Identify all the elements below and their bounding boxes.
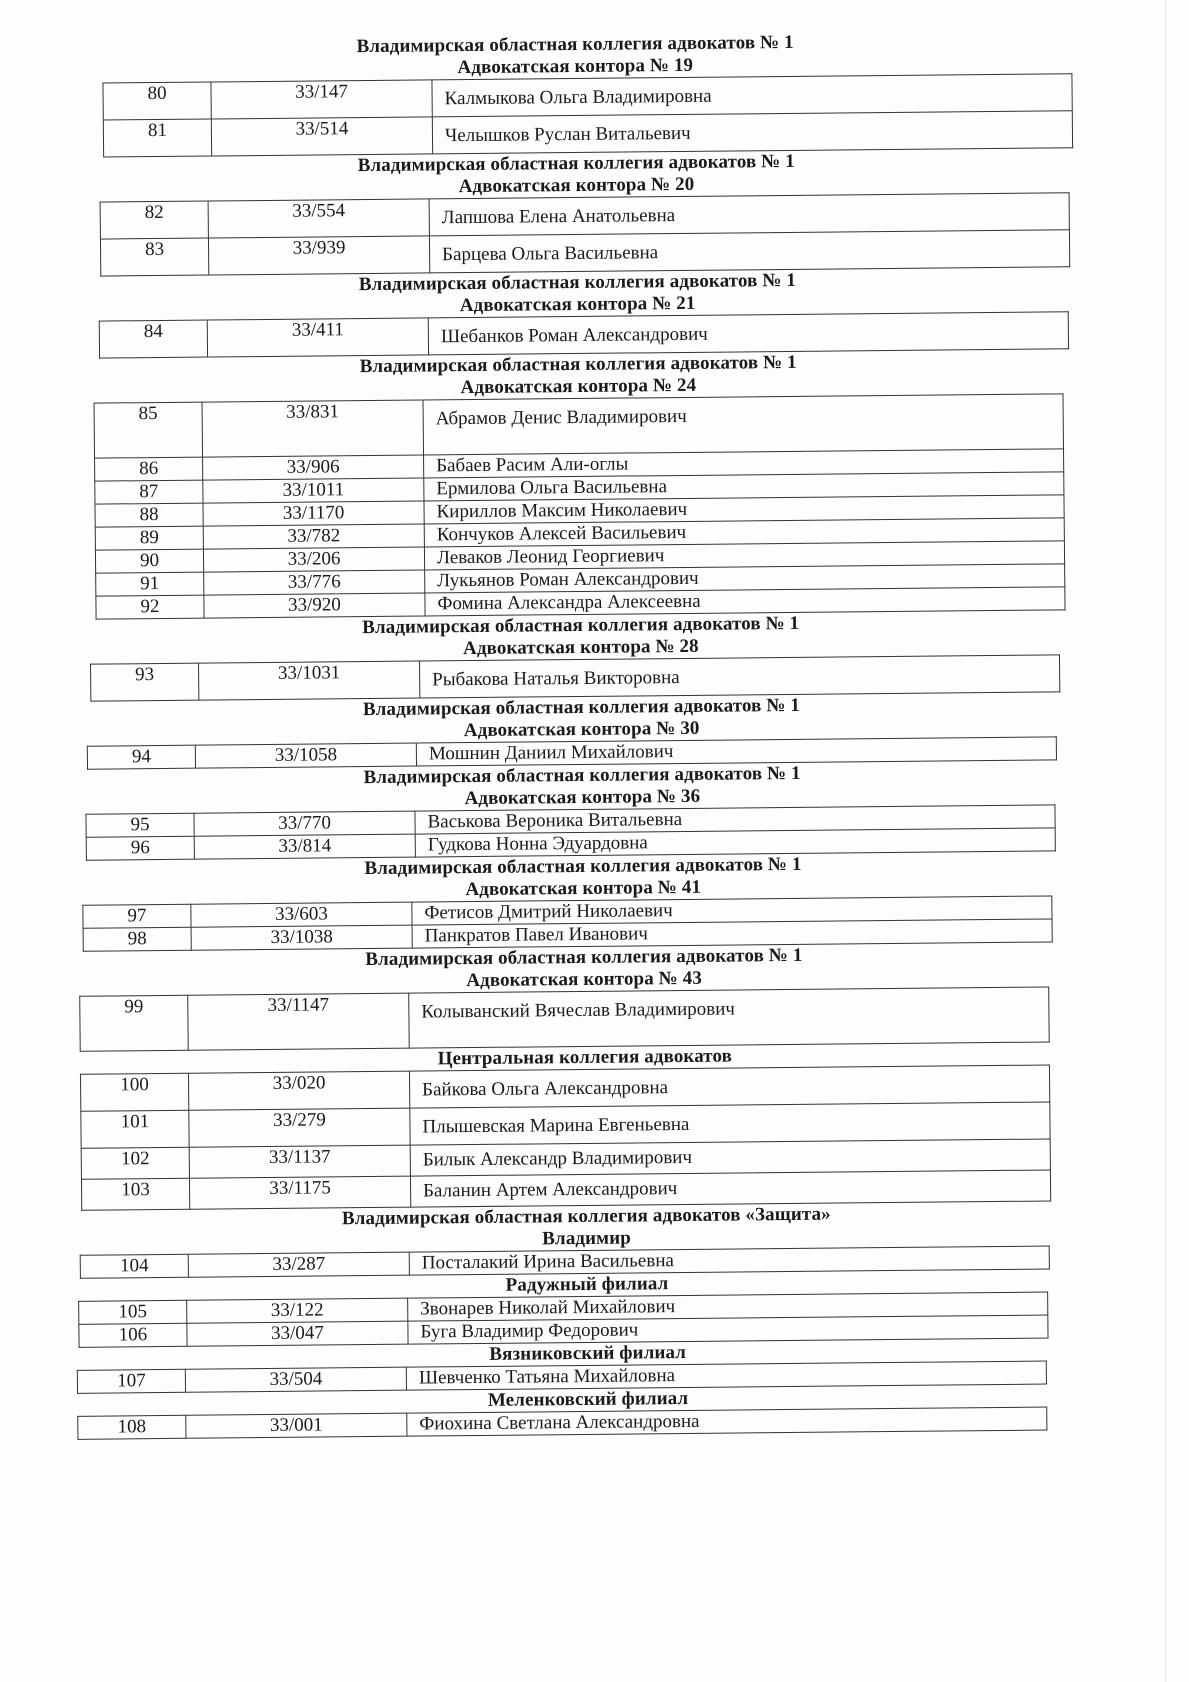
section-heading: Владимирская областная коллегия адвокатов № 1 [364, 853, 802, 880]
lawyer-name-cell [420, 655, 1060, 698]
scan-fold-line [1165, 0, 1166, 1682]
registry-number: 33/147 [211, 80, 432, 119]
register-section [76, 610, 1087, 702]
registry-number: 33/906 [203, 455, 424, 480]
lawyer-name: Шевченко Татьяна Михайловна [418, 1365, 676, 1389]
row-number: 82 [100, 201, 208, 239]
row-number: 93 [91, 663, 199, 701]
lawyers-table [80, 1064, 1051, 1210]
registry-number: 33/514 [211, 117, 432, 156]
row-number: 83 [100, 238, 208, 276]
lawyer-name: Билык Александр Владимирович [422, 1146, 693, 1171]
section-heading: Владимирская областная коллегия адвокатов № 1 [357, 150, 795, 177]
section-heading: Владимирская областная коллегия адвокатов № 1 [363, 762, 801, 789]
lawyer-name: Фетисов Дмитрий Николаевич [424, 900, 673, 924]
registry-number: 33/814 [194, 834, 415, 859]
lawyer-name: Калмыкова Ольга Владимировна [444, 85, 712, 110]
register-section [77, 760, 1088, 861]
row-number: 87 [95, 480, 203, 504]
register-section [80, 1042, 1091, 1211]
lawyer-name-cell [428, 312, 1068, 355]
registry-number: 33/770 [194, 811, 415, 836]
lawyer-name: Васькова Вероника Витальевна [427, 809, 683, 833]
row-number: 99 [80, 995, 189, 1051]
section-heading: Владимирская областная коллегия адвокатов № 1 [362, 694, 801, 721]
row-number: 108 [78, 1415, 186, 1439]
lawyer-name-cell [409, 987, 1049, 1048]
register-section [79, 942, 1090, 1052]
registry-number: 33/939 [208, 236, 429, 275]
register-section [72, 267, 1083, 359]
lawyer-name: Абрамов Денис Владимирович [435, 405, 687, 430]
row-number: 106 [79, 1323, 187, 1347]
row-number: 102 [81, 1147, 189, 1179]
registry-number: 33/1058 [195, 743, 416, 768]
registry-number: 33/1175 [189, 1176, 410, 1209]
row-number: 86 [95, 457, 203, 481]
section-subheading: Адвокатская контора № 30 [463, 717, 700, 742]
lawyer-name-cell [432, 111, 1072, 154]
lawyer-name: Баланин Артем Александрович [422, 1178, 678, 1202]
row-number: 96 [86, 836, 194, 860]
registry-number: 33/782 [203, 524, 424, 549]
registry-number: 33/554 [208, 199, 429, 238]
registry-number: 33/504 [185, 1367, 406, 1392]
row-number: 85 [94, 402, 203, 458]
lawyer-name: Звонарев Николай Михайлович [420, 1296, 676, 1320]
row-number: 100 [80, 1073, 188, 1111]
registry-number: 33/776 [204, 570, 425, 595]
registry-number: 33/411 [207, 318, 428, 357]
section-heading: Вязниковский филиал [489, 1341, 687, 1365]
lawyers-register [70, 29, 1093, 1440]
lawyer-name: Ермилова Ольга Васильевна [436, 476, 668, 500]
section-heading: Владимирская областная коллегия адвокатов № 1 [358, 269, 797, 296]
lawyer-name: Лапшова Елена Анатольевна [441, 205, 676, 229]
lawyer-name: Гудкова Нонна Эдуардовна [427, 832, 648, 856]
register-section [70, 29, 1081, 158]
registry-number: 33/603 [191, 902, 412, 927]
lawyers-table [94, 393, 1066, 619]
register-section [81, 1201, 1092, 1279]
registry-number: 33/122 [187, 1298, 408, 1323]
row-number: 104 [80, 1254, 188, 1278]
section-subheading: Адвокатская контора № 36 [464, 785, 701, 810]
lawyer-name: Буга Владимир Федорович [420, 1319, 639, 1343]
row-number: 105 [79, 1300, 187, 1324]
registry-number: 33/047 [187, 1321, 408, 1346]
row-number: 101 [81, 1110, 189, 1148]
lawyer-name: Кончуков Алексей Васильевич [436, 521, 687, 546]
section-heading: Владимирская областная коллегия адвокатов № 1 [359, 351, 797, 378]
lawyer-name: Байкова Ольга Александровна [422, 1077, 669, 1101]
lawyer-name: Шебанков Роман Александрович [440, 323, 708, 348]
section-subheading: Адвокатская контора № 21 [459, 292, 696, 317]
section-heading: Центральная коллегия адвокатов [437, 1045, 733, 1070]
table-row [94, 394, 1063, 458]
row-number: 92 [96, 595, 204, 619]
registry-number: 33/1147 [188, 993, 410, 1050]
lawyer-name-cell [410, 1102, 1050, 1145]
registry-number: 33/920 [204, 593, 425, 618]
lawyer-name: Фомина Александра Алексеевна [437, 590, 701, 615]
row-number: 84 [99, 320, 207, 358]
lawyer-name-cell [429, 193, 1069, 236]
lawyer-name: Лукьянов Роман Александрович [437, 567, 699, 592]
register-section [71, 148, 1082, 277]
row-number: 91 [96, 572, 204, 596]
section-heading: Владимирская областная коллегия адвокатов № 1 [365, 944, 803, 971]
lawyers-table [79, 986, 1049, 1051]
lawyer-name: Мошнин Даниил Михайлович [428, 741, 674, 765]
registry-number: 33/1011 [203, 478, 424, 503]
row-number: 107 [77, 1369, 185, 1393]
lawyer-name: Плышевская Марина Евгеньевна [422, 1113, 690, 1138]
row-number: 88 [95, 503, 203, 527]
row-number: 80 [103, 82, 211, 120]
register-section [78, 851, 1089, 952]
registry-number: 33/206 [203, 547, 424, 572]
section-subheading: Адвокатская контора № 28 [462, 635, 699, 660]
lawyer-name: Челышков Руслан Витальевич [444, 122, 691, 147]
registry-number: 33/1137 [189, 1145, 410, 1178]
section-subheading: Адвокатская контора № 24 [460, 374, 697, 399]
lawyer-name: Посталакий Ирина Васильевна [421, 1250, 674, 1274]
row-number: 98 [83, 927, 191, 951]
row-number: 89 [95, 526, 203, 550]
row-number: 94 [87, 745, 195, 769]
registry-number: 33/020 [188, 1071, 409, 1110]
registry-number: 33/1038 [191, 925, 412, 950]
registry-number: 33/279 [189, 1108, 410, 1147]
lawyer-name: Рыбакова Наталья Викторовна [432, 667, 680, 691]
lawyer-name: Леваков Леонид Георгиевич [436, 545, 665, 569]
lawyer-name: Кириллов Максим Николаевич [436, 498, 688, 523]
section-heading: Владимирская областная коллегия адвокатов «Защита» [341, 1203, 831, 1230]
lawyer-name-cell [429, 230, 1069, 273]
lawyer-name-cell [423, 394, 1063, 455]
lawyer-name: Фиохина Светлана Александровна [419, 1410, 700, 1435]
lawyer-name-cell [432, 74, 1072, 117]
section-subheading: Адвокатская контора № 19 [457, 54, 694, 79]
lawyer-name: Бабаев Расим Али-оглы [436, 453, 629, 477]
registry-number: 33/001 [186, 1413, 407, 1438]
section-subheading: Адвокатская контора № 20 [458, 173, 695, 198]
lawyer-name-cell [409, 1065, 1049, 1108]
section-heading: Владимирская областная коллегия адвокатов № 1 [356, 31, 794, 58]
section-heading: Меленковский филиал [487, 1387, 689, 1411]
registry-number: 33/1170 [203, 501, 424, 526]
register-section [73, 349, 1085, 620]
lawyers-table [100, 192, 1071, 276]
lawyer-name: Колыванский Вячеслав Владимирович [421, 998, 736, 1023]
section-subheading: Адвокатская контора № 41 [465, 876, 702, 901]
registry-number: 33/831 [202, 400, 424, 457]
row-number: 97 [83, 904, 191, 928]
row-number: 90 [95, 549, 203, 573]
lawyers-table [102, 73, 1073, 157]
section-subheading: Владимир [542, 1227, 631, 1250]
table-row [80, 987, 1049, 1051]
lawyer-name: Панкратов Павел Иванович [424, 923, 648, 947]
register-section [83, 1384, 1093, 1440]
register-section [76, 692, 1087, 770]
row-number: 103 [81, 1178, 189, 1210]
section-subheading: Адвокатская контора № 43 [466, 967, 702, 992]
lawyer-name: Барцева Ольга Васильевна [442, 242, 659, 266]
section-heading: Радужный филиал [505, 1273, 669, 1296]
row-number: 95 [86, 813, 194, 837]
row-number: 81 [103, 119, 211, 157]
register-section [82, 1269, 1093, 1348]
registry-number: 33/287 [188, 1252, 409, 1277]
registry-number: 33/1031 [199, 661, 420, 700]
section-heading: Владимирская областная коллегия адвокатов № 1 [362, 612, 800, 639]
